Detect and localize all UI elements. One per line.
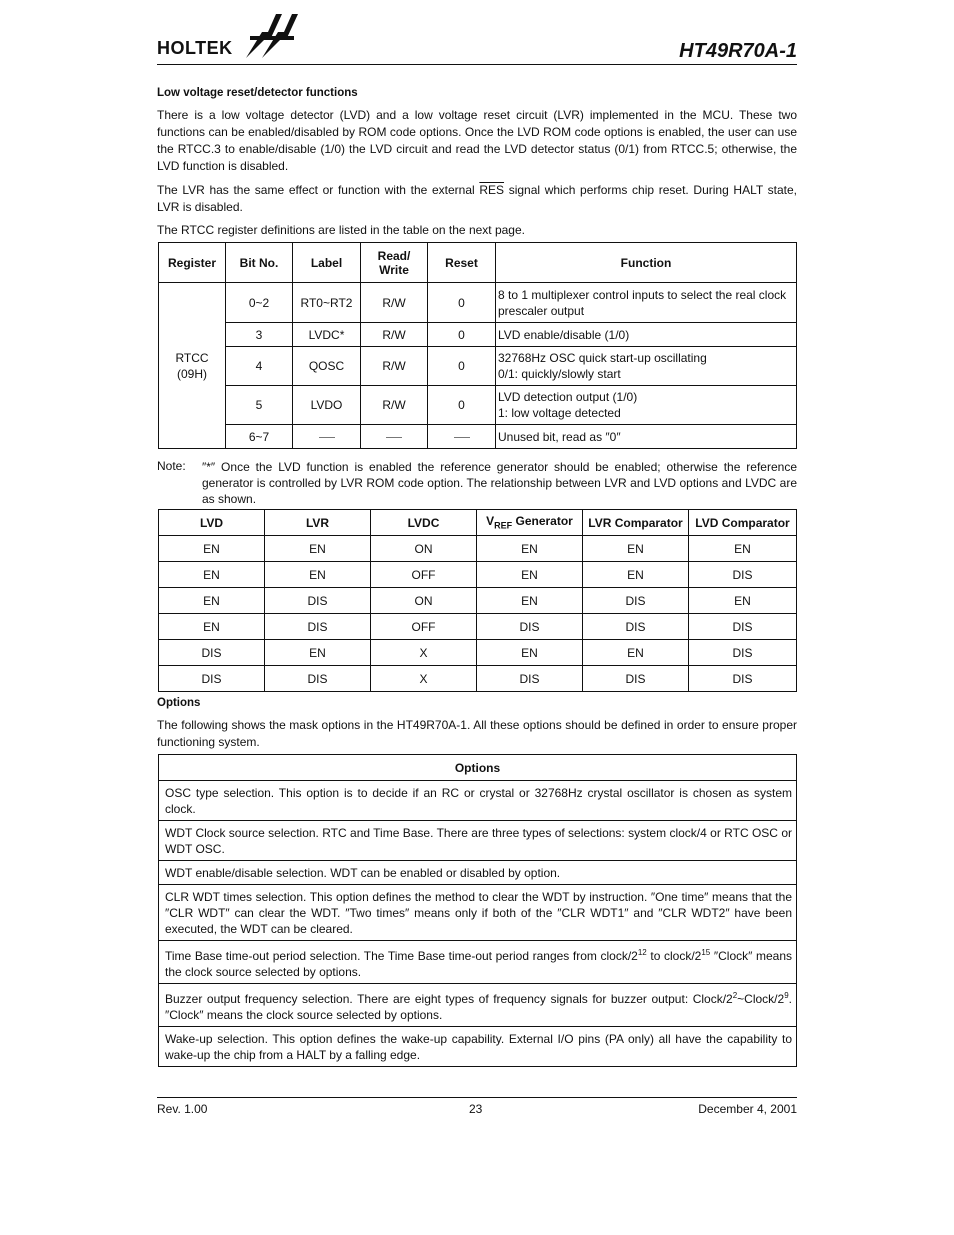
table-cell: EN: [583, 536, 689, 562]
option-time-base: Time Base time-out period selection. The Time Base time-out period ranges from clock/$2^{12}$ to clock/$2^{15}$ ″Clock″ means the clock source selected by options.: [159, 941, 797, 984]
table-row: [159, 1027, 797, 1067]
table-cell: EN: [265, 640, 371, 666]
dash-cell: [361, 425, 428, 449]
table-row: [159, 386, 797, 425]
label-cell: LVDO: [293, 386, 361, 425]
table-cell: EN: [265, 562, 371, 588]
note-label: Note:: [157, 459, 186, 473]
lvd-paragraph-3: The RTCC register definitions are listed in the table on the next page.: [157, 223, 525, 237]
table-cell: EN: [159, 562, 265, 588]
table-cell: EN: [477, 640, 583, 666]
dash-mark: [454, 437, 470, 438]
table-row: [159, 614, 797, 640]
col-lvr: LVR: [265, 510, 371, 536]
reset-cell: 0: [428, 323, 496, 347]
lvd-table-body: [159, 536, 797, 692]
note-text: ″*″ Once the LVD function is enabled the reference generator should be enabled; otherwise the reference generator is controlled by LVR ROM code option. The relationship between LVR and LVD options and LVDC are as shown.: [202, 460, 797, 506]
function-cell: Unused bit, read as ″0″: [496, 425, 797, 449]
table-header-row: [159, 243, 797, 283]
table-cell: EN: [159, 588, 265, 614]
col-reset: Reset: [428, 243, 496, 283]
table-cell: DIS: [689, 562, 797, 588]
col-options: Options: [159, 755, 797, 781]
rw-cell: R/W: [361, 386, 428, 425]
table-header-row: [159, 510, 797, 536]
table-row: [159, 984, 797, 1027]
col-lvdc: LVDC: [371, 510, 477, 536]
table-cell: DIS: [689, 666, 797, 692]
dash-mark: [386, 437, 402, 438]
holtek-logo-icon: [242, 12, 302, 60]
table-cell: DIS: [265, 588, 371, 614]
footer-date: December 4, 2001: [698, 1102, 797, 1116]
table-row: [159, 861, 797, 885]
table-row: [159, 640, 797, 666]
table-row: [159, 941, 797, 984]
table-row: [159, 562, 797, 588]
bit-cell: 0~2: [226, 283, 293, 323]
table-cell: DIS: [583, 614, 689, 640]
function-cell: LVD enable/disable (1/0): [496, 323, 797, 347]
label-cell: QOSC: [293, 347, 361, 386]
function-cell: LVD detection output (1/0) 1: low voltage detected: [496, 386, 797, 425]
table-cell: OFF: [371, 614, 477, 640]
table-cell: ON: [371, 588, 477, 614]
lvd-options-table: [158, 509, 797, 692]
rw-cell: R/W: [361, 323, 428, 347]
table-cell: EN: [583, 640, 689, 666]
table-row: [159, 885, 797, 941]
function-cell: 8 to 1 multiplexer control inputs to select the real clock prescaler output: [496, 283, 797, 323]
option-buzzer: Buzzer output frequency selection. There are eight types of frequency signals for buzzer output: Clock/$2^2\sim Clock/2^9$. ″Clock″ means the clock source selected by options.: [159, 984, 797, 1027]
table-cell: DIS: [689, 640, 797, 666]
table-cell: DIS: [477, 614, 583, 640]
table-cell: EN: [159, 614, 265, 640]
table-cell: DIS: [477, 666, 583, 692]
table-cell: EN: [477, 562, 583, 588]
table-cell: OFF: [371, 562, 477, 588]
table-cell: DIS: [583, 588, 689, 614]
reset-cell: 0: [428, 386, 496, 425]
table-cell: X: [371, 666, 477, 692]
label-cell: RT0~RT2: [293, 283, 361, 323]
col-lvd: LVD: [159, 510, 265, 536]
rw-cell: R/W: [361, 347, 428, 386]
table-header-row: [159, 755, 797, 781]
col-function: Function: [496, 243, 797, 283]
table-cell: ON: [371, 536, 477, 562]
option-wdt-enable: WDT enable/disable selection. WDT can be enabled or disabled by option.: [159, 861, 797, 885]
register-cell: RTCC (09H): [159, 283, 226, 449]
reset-cell: 0: [428, 283, 496, 323]
table-cell: EN: [477, 588, 583, 614]
rw-cell: R/W: [361, 283, 428, 323]
footer-page-number: 23: [469, 1102, 483, 1116]
page-header: [157, 12, 797, 65]
table-cell: EN: [477, 536, 583, 562]
section-heading-lvd: Low voltage reset/detector functions: [157, 87, 358, 99]
function-cell: 32768Hz OSC quick start-up oscillating 0/1: quickly/slowly start: [496, 347, 797, 386]
bit-cell: 5: [226, 386, 293, 425]
col-lvr-comparator: LVR Comparator: [583, 510, 689, 536]
lvd-paragraph-2: The LVR has the same effect or function with the external $\overline{RES}$ signal which performs chip reset. During HALT state, LVR is disabled.: [157, 183, 797, 214]
option-clr-wdt: CLR WDT times selection. This option defines the method to clear the WDT by instruction. ″One time″ means that the ″CLR WDT″ can clear the WDT. ″Two times″ means only if both of the ″CLR WDT1″ and ″CLR WDT2″ have been executed, the WDT can be cleared.: [159, 885, 797, 941]
table-cell: DIS: [265, 666, 371, 692]
footer-revision: Rev. 1.00: [157, 1102, 208, 1116]
col-register: Register: [159, 243, 226, 283]
bit-cell: 3: [226, 323, 293, 347]
col-read-write: Read/ Write: [361, 243, 428, 283]
table-row: [159, 347, 797, 386]
table-row: [159, 283, 797, 323]
reset-cell: 0: [428, 347, 496, 386]
table-cell: EN: [583, 562, 689, 588]
table-cell: X: [371, 640, 477, 666]
table-row: [159, 323, 797, 347]
col-lvd-comparator: LVD Comparator: [689, 510, 797, 536]
page-footer: [157, 1097, 797, 1121]
table-cell: EN: [265, 536, 371, 562]
bit-cell: 4: [226, 347, 293, 386]
dash-cell: [293, 425, 361, 449]
table-cell: DIS: [265, 614, 371, 640]
col-label: Label: [293, 243, 361, 283]
col-bit-no: Bit No.: [226, 243, 293, 283]
table-cell: DIS: [689, 614, 797, 640]
lvd-paragraph-1: There is a low voltage detector (LVD) and a low voltage reset circuit (LVR) implemented in the MCU. These two functions can be enabled/disabled by ROM code options. Once the LVD ROM code options is enabled, the user can use the RTCC.3 to enable/disable (1/0) the LVD circuit and read the LVD detector status (0/1) from RTCC.5; otherwise, the LVD function is disabled.: [157, 108, 797, 173]
table-cell: EN: [689, 588, 797, 614]
col-vref-generator: $V_{REF}$ Generator: [477, 510, 583, 536]
table-cell: DIS: [159, 666, 265, 692]
options-intro: The following shows the mask options in the HT49R70A-1. All these options should be defined in order to ensure proper functioning system.: [157, 718, 797, 749]
option-osc: OSC type selection. This option is to decide if an RC or crystal or 32768Hz crystal oscillator is chosen as system clock.: [159, 781, 797, 821]
table-row: [159, 781, 797, 821]
table-cell: DIS: [583, 666, 689, 692]
table-cell: DIS: [159, 640, 265, 666]
table-cell: EN: [159, 536, 265, 562]
table-row: [159, 821, 797, 861]
table-row: [159, 536, 797, 562]
section-heading-options: Options: [157, 697, 201, 709]
table-row: [159, 588, 797, 614]
option-wdt-clock: WDT Clock source selection. RTC and Time Base. There are three types of selections: system clock/4 or RTC OSC or WDT OSC.: [159, 821, 797, 861]
table-row: [159, 666, 797, 692]
dash-mark: [319, 437, 335, 438]
dash-cell: [428, 425, 496, 449]
document-title: HT49R70A-1: [679, 40, 797, 62]
holtek-logo-text: HOLTEK: [157, 38, 233, 58]
mask-options-table: [158, 754, 797, 1067]
table-row: [159, 425, 797, 449]
rtcc-register-table: [158, 242, 797, 449]
table-cell: EN: [689, 536, 797, 562]
option-wake-up: Wake-up selection. This option defines the wake-up capability. External I/O pins (PA only) all have the capability to wake-up the chip from a HALT by a falling edge.: [159, 1027, 797, 1067]
bit-cell: 6~7: [226, 425, 293, 449]
label-cell: LVDC*: [293, 323, 361, 347]
